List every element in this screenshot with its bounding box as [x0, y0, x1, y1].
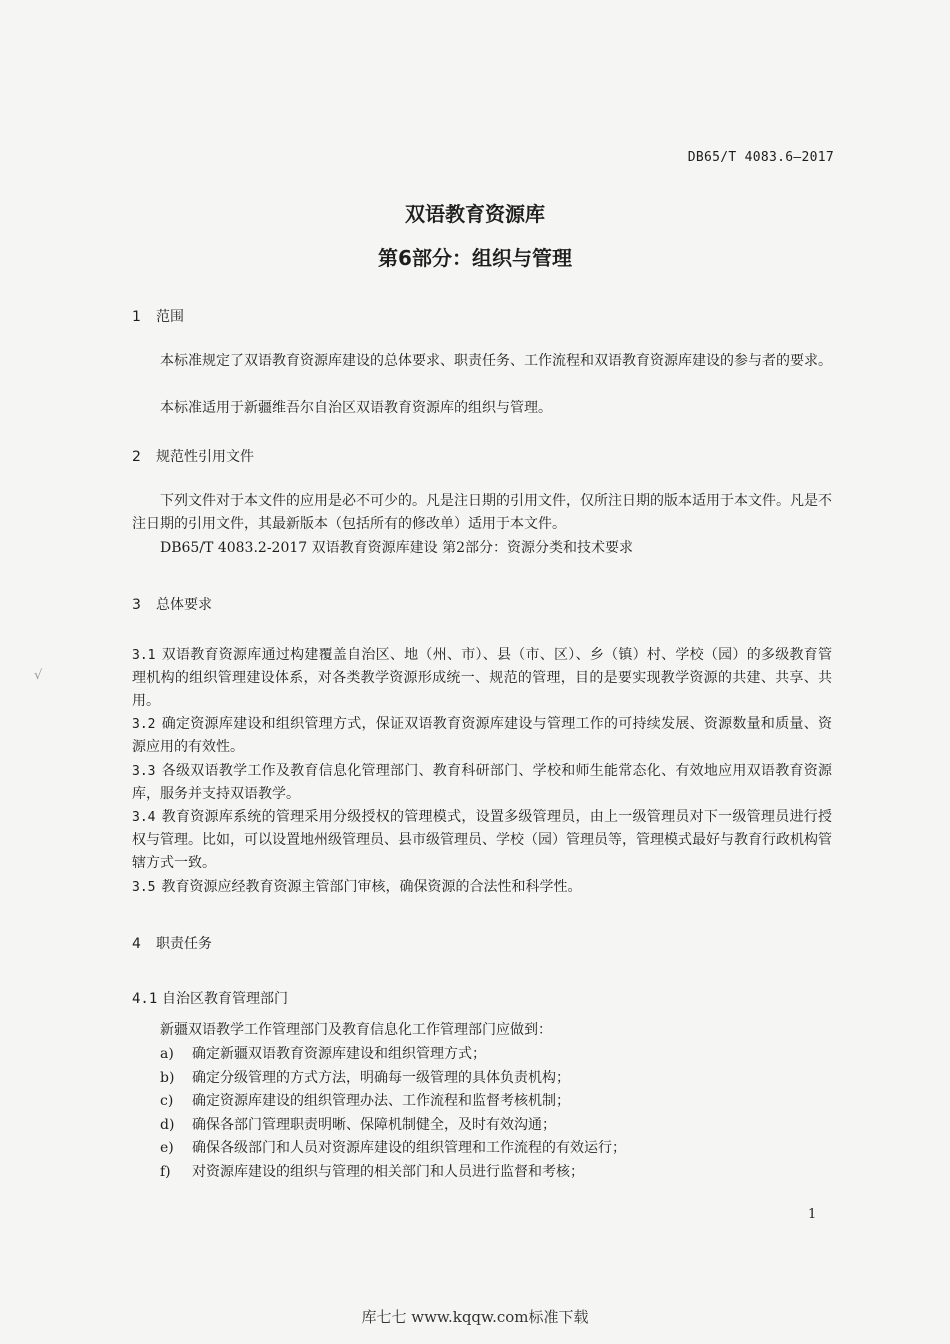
list-text: 确保各级部门和人员对资源库建设的组织管理和工作流程的有效运行；: [192, 1140, 626, 1156]
clause-3-2: [132, 713, 832, 759]
standard-code: DB65/T 4083.6—2017: [687, 150, 834, 165]
clause-number: 3.4: [132, 810, 156, 825]
section-title: 规范性引用文件: [156, 449, 254, 465]
section-title: 范围: [156, 309, 184, 325]
page-number: 1: [808, 1207, 817, 1222]
clause-3-4: [132, 806, 832, 875]
section-number: 3: [132, 597, 141, 613]
margin-mark: √: [34, 668, 43, 683]
clause-3-3: [132, 760, 832, 806]
download-footer: 库七七 www.kqqw.com标准下载: [361, 1308, 589, 1326]
paragraph: 下列文件对于本文件的应用是必不可少的。凡是注日期的引用文件，仅所注日期的版本适用于本文件。凡是不注日期的引用文件，其最新版本（包括所有的修改单）适用于本文件。: [132, 493, 832, 532]
duty-list: [160, 1043, 840, 1184]
section-3-heading: [132, 594, 212, 614]
list-text: 确保各部门管理职责明晰、保障机制健全，及时有效沟通；: [192, 1116, 556, 1133]
clause-number: 3.1: [132, 648, 156, 663]
list-label: f): [160, 1163, 171, 1180]
clause-number: 3.2: [132, 717, 156, 732]
list-item: [160, 1137, 840, 1161]
normative-reference: DB65/T 4083.2-2017 双语教育资源库建设 第2部分：资源分类和技术要求: [160, 540, 633, 556]
section-number: 4: [132, 936, 141, 952]
subsection-title: 自治区教育管理部门: [162, 991, 288, 1007]
list-intro: 新疆双语教学工作管理部门及教育信息化工作管理部门应做到：: [160, 1022, 552, 1038]
list-item: [160, 1114, 840, 1138]
list-label: c): [160, 1093, 174, 1109]
section-title: 职责任务: [156, 936, 212, 952]
clause-text: 双语教育资源库通过构建覆盖自治区、地（州、市）、县（市、区）、乡（镇）村、学校（园）的多级教育管理机构的组织管理建设体系，对各类教学资源形成统一、规范的管理，目的是要实现教学资源的共建、共享、共用。: [132, 647, 832, 709]
document-title: 双语教育资源库: [405, 202, 545, 226]
list-text: 确定资源库建设的组织管理办法、工作流程和监督考核机制；: [192, 1093, 570, 1109]
document-subtitle: 第6部分：组织与管理: [378, 246, 572, 270]
list-item: [160, 1067, 840, 1091]
subsection-4-1-heading: [132, 988, 288, 1008]
list-text: 确定分级管理的方式方法，明确每一级管理的具体负责机构；: [192, 1069, 570, 1086]
paragraph: 本标准适用于新疆维吾尔自治区双语教育资源库的组织与管理。: [160, 400, 552, 416]
section-number: 1: [132, 309, 141, 325]
list-label: d): [160, 1116, 175, 1133]
clause-3-5: [132, 876, 832, 899]
section-4-heading: [132, 933, 212, 953]
section-number: 2: [132, 449, 141, 465]
clause-text: 教育资源应经教育资源主管部门审核，确保资源的合法性和科学性。: [161, 879, 582, 895]
subsection-number: 4.1: [132, 991, 158, 1007]
section-1-heading: [132, 306, 184, 326]
list-label: b): [160, 1069, 175, 1086]
list-item: [160, 1043, 840, 1067]
list-label: e): [160, 1140, 174, 1156]
section-2-heading: [132, 446, 254, 466]
clause-text: 教育资源库系统的管理采用分级授权的管理模式，设置多级管理员，由上一级管理员对下一级管理员进行授权与管理。比如，可以设置地州级管理员、县市级管理员、学校（园）管理员等，管理模式最好与教育行政机构管辖方式一致。: [132, 809, 832, 871]
list-item: [160, 1090, 840, 1114]
list-text: 确定新疆双语教育资源库建设和组织管理方式；: [192, 1046, 486, 1062]
clause-text: 各级双语教学工作及教育信息化管理部门、教育科研部门、学校和师生能常态化、有效地应用双语教育资源库，服务并支持双语教学。: [132, 763, 832, 802]
list-label: a): [160, 1046, 174, 1062]
clause-number: 3.5: [132, 880, 156, 895]
clause-text: 确定资源库建设和组织管理方式，保证双语教育资源库建设与管理工作的可持续发展、资源数量和质量、资源应用的有效性。: [132, 716, 832, 755]
section-title: 总体要求: [156, 597, 212, 613]
list-text: 对资源库建设的组织与管理的相关部门和人员进行监督和考核；: [192, 1163, 584, 1180]
clause-3-1: [132, 644, 832, 713]
clause-number: 3.3: [132, 764, 156, 779]
paragraph: 本标准规定了双语教育资源库建设的总体要求、职责任务、工作流程和双语教育资源库建设的参与者的要求。: [160, 353, 832, 369]
list-item: [160, 1161, 840, 1185]
